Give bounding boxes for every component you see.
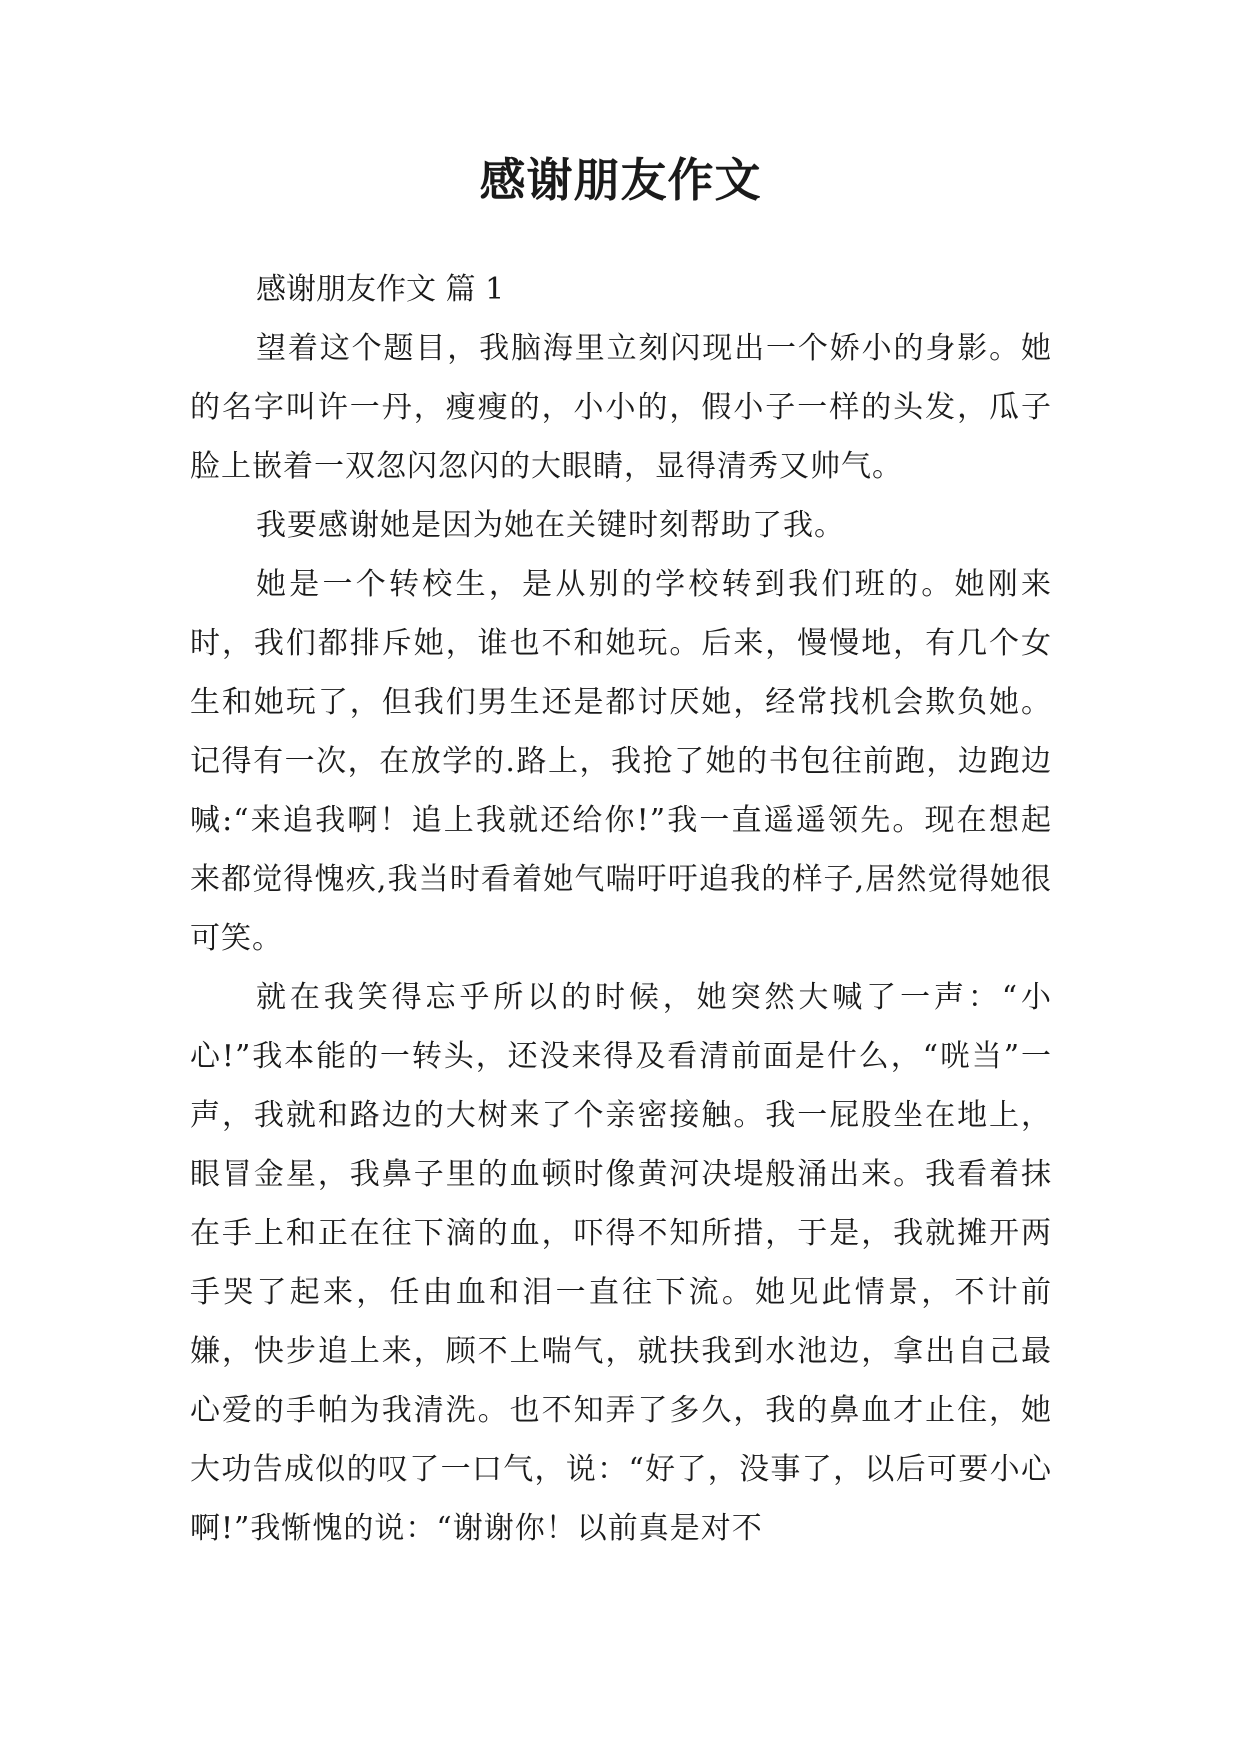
document-body bbox=[190, 260, 1052, 1558]
paragraph-4: 就在我笑得忘乎所以的时候，她突然大喊了一声：“小心!”我本能的一转头，还没来得及看清前面是什么，“咣当”一声，我就和路边的大树来了个亲密接触。我一屁股坐在地上，眼冒金星，我鼻子里的血顿时像黄河决堤般涌出来。我看着抹在手上和正在往下滴的血，吓得不知所措，于是，我就摊开两手哭了起来，任由血和泪一直往下流。她见此情景，不计前嫌，快步追上来，顾不上喘气，就扶我到水池边，拿出自己最心爱的手帕为我清洗。也不知弄了多久，我的鼻血才止住，她大功告成似的叹了一口气，说：“好了，没事了，以后可要小心啊!”我惭愧的说：“谢谢你！以前真是对不 bbox=[190, 980, 1052, 1546]
section-heading: 感谢朋友作文 篇 1 bbox=[256, 272, 505, 307]
paragraph-1: 望着这个题目，我脑海里立刻闪现出一个娇小的身影。她的名字叫许一丹，瘦瘦的，小小的，假小子一样的头发，瓜子脸上嵌着一双忽闪忽闪的大眼睛，显得清秀又帅气。 bbox=[190, 331, 1052, 484]
paragraph-3: 她是一个转校生，是从别的学校转到我们班的。她刚来时，我们都排斥她，谁也不和她玩。后来，慢慢地，有几个女生和她玩了，但我们男生还是都讨厌她，经常找机会欺负她。记得有一次，在放学的.路上，我抢了她的书包往前跑，边跑边喊:“来追我啊！追上我就还给你!”我一直遥遥领先。现在想起来都觉得愧疚,我当时看着她气喘吁吁追我的样子,居然觉得她很可笑。 bbox=[190, 567, 1052, 956]
document-title: 感谢朋友作文 bbox=[479, 153, 762, 207]
paragraph-2: 我要感谢她是因为她在关键时刻帮助了我。 bbox=[256, 508, 845, 543]
